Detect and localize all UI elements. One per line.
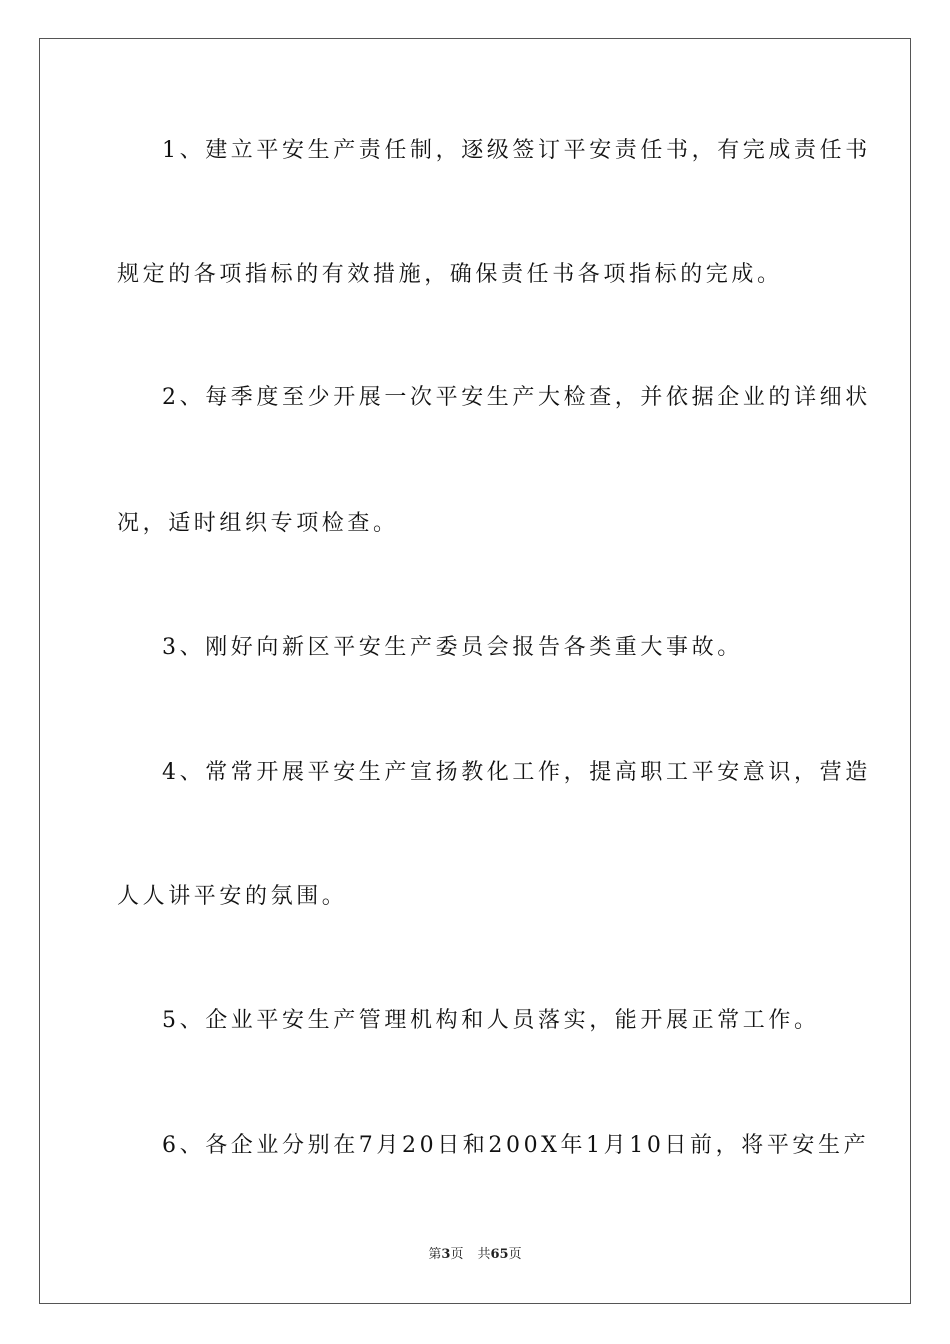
paragraph-2-line-2: 况，适时组织专项检查。 bbox=[117, 511, 399, 536]
footer-total-suffix: 页 bbox=[508, 1247, 522, 1262]
paragraph-2-line-1: 2、每季度至少开展一次平安生产大检查，并依据企业的详细状 bbox=[162, 385, 871, 410]
paragraph-4-line-2: 人人讲平安的氛围。 bbox=[117, 884, 348, 909]
paragraph-5-line-1: 5、企业平安生产管理机构和人员落实，能开展正常工作。 bbox=[162, 1008, 820, 1033]
page-border bbox=[39, 38, 911, 1304]
page-footer bbox=[0, 1246, 950, 1264]
paragraph-1-line-2: 规定的各项指标的有效措施，确保责任书各项指标的完成。 bbox=[117, 262, 783, 287]
paragraph-1-line-1: 1、建立平安生产责任制，逐级签订平安责任书，有完成责任书 bbox=[162, 138, 871, 163]
footer-page-suffix: 页 bbox=[450, 1247, 464, 1262]
footer-total-pages: 65 bbox=[490, 1247, 509, 1262]
paragraph-6-line-1: 6、各企业分别在7月20日和200X年1月10日前，将平安生产 bbox=[162, 1133, 870, 1158]
footer-page-number: 3 bbox=[441, 1247, 451, 1262]
paragraph-3-line-1: 3、刚好向新区平安生产委员会报告各类重大事故。 bbox=[162, 635, 743, 660]
footer-total-prefix: 共 bbox=[477, 1247, 491, 1262]
footer-page-prefix: 第 bbox=[428, 1247, 442, 1262]
paragraph-4-line-1: 4、常常开展平安生产宣扬教化工作，提高职工平安意识，营造 bbox=[162, 760, 871, 785]
